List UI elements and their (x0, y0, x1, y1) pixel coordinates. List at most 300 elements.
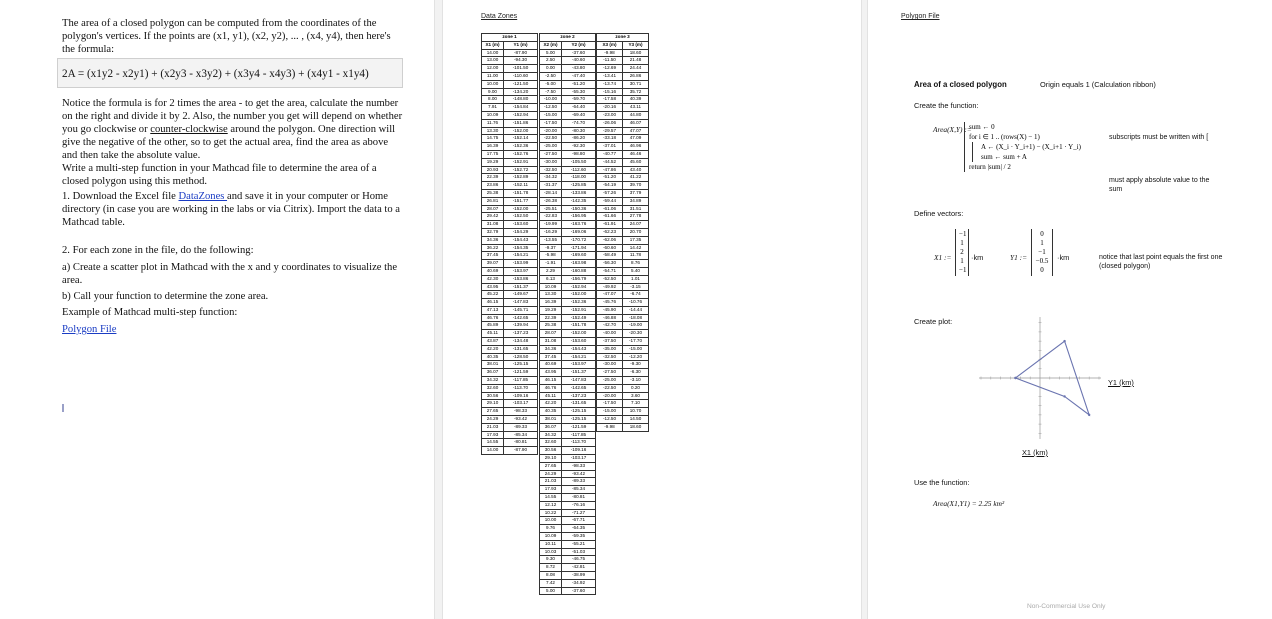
table-cell: -134.48 (504, 338, 538, 346)
table-cell: -45.90 (597, 306, 623, 314)
table-cell: -20.30 (623, 330, 649, 338)
table-cell: 8.00 (482, 96, 504, 104)
table-cell: 16.39 (540, 299, 562, 307)
x1-value: 1 (960, 239, 964, 247)
x2-col-header: X2 (m) (540, 41, 562, 49)
table-cell: 14.75 (482, 135, 504, 143)
table-row (597, 377, 649, 385)
table-cell: -148.80 (504, 96, 538, 104)
table-cell: -35.00 (597, 345, 623, 353)
table-row (482, 158, 538, 166)
table-row (540, 439, 596, 447)
table-cell: 43.11 (623, 104, 649, 112)
table-cell: -74.70 (562, 119, 596, 127)
table-cell: 10.03 (540, 548, 562, 556)
table-row (540, 494, 596, 502)
function-program-block[interactable] (964, 122, 1081, 172)
table-cell: -154.35 (504, 244, 538, 252)
table-cell: 32.79 (482, 228, 504, 236)
table-cell: 24.44 (623, 65, 649, 73)
create-function-label: Create the function: (914, 101, 979, 110)
table-cell: -6.74 (623, 291, 649, 299)
table-cell: -17.58 (597, 96, 623, 104)
table-cell: -69.40 (562, 111, 596, 119)
table-cell: 34.36 (540, 345, 562, 353)
step2-heading: 2. For each zone in the file, do the following: (62, 245, 254, 256)
table-row (540, 447, 596, 455)
table-row (540, 377, 596, 385)
table-cell: 18.60 (623, 423, 649, 431)
table-cell: -113.70 (562, 439, 596, 447)
table-row (597, 330, 649, 338)
table-cell: -29.57 (597, 127, 623, 135)
table-cell: -37.60 (562, 587, 596, 595)
table-cell: -125.85 (562, 182, 596, 190)
table-cell: -89.33 (504, 423, 538, 431)
table-cell: -152.49 (562, 314, 596, 322)
table-cell: -85.34 (562, 486, 596, 494)
y3-col-header: Y3 (m) (623, 41, 649, 49)
table-cell: -33.18 (597, 135, 623, 143)
table-row (597, 166, 649, 174)
table-cell: -171.94 (562, 244, 596, 252)
table-cell: -12.50 (597, 416, 623, 424)
table-cell: 26.86 (623, 72, 649, 80)
table-cell: 45.22 (482, 291, 504, 299)
table-cell: 47.13 (482, 306, 504, 314)
table-cell: -98.80 (562, 150, 596, 158)
table-row (597, 236, 649, 244)
table-cell: -110.60 (504, 72, 538, 80)
table-cell: -5.00 (540, 80, 562, 88)
y1-col-header: Y1 (m) (504, 41, 538, 49)
table-cell: -113.70 (504, 384, 538, 392)
table-cell: -12.20 (623, 353, 649, 361)
table-cell: -80.81 (562, 494, 596, 502)
table-cell: -117.85 (562, 431, 596, 439)
table-cell: 29.10 (482, 400, 504, 408)
table-cell: 8.76 (623, 260, 649, 268)
table-cell: 5.00 (540, 49, 562, 57)
table-row (597, 72, 649, 80)
table-cell: -151.37 (504, 283, 538, 291)
table-cell: 37.79 (623, 189, 649, 197)
table-cell: 34.36 (482, 236, 504, 244)
table-cell: -125.15 (504, 361, 538, 369)
table-cell: 10.09 (482, 111, 504, 119)
table-cell: -2.50 (540, 72, 562, 80)
prog-loop-body (972, 142, 1081, 162)
table-row (482, 322, 538, 330)
table-cell: -17.70 (623, 338, 649, 346)
table-row (482, 197, 538, 205)
table-cell: -13.74 (597, 80, 623, 88)
table-row (597, 369, 649, 377)
create-plot-label: Create plot: (914, 317, 953, 326)
table-cell: 13.30 (540, 291, 562, 299)
table-cell: -44.52 (597, 158, 623, 166)
define-vectors-label: Define vectors: (914, 209, 964, 218)
table-cell: -61.66 (597, 213, 623, 221)
table-row (597, 205, 649, 213)
table-row (482, 205, 538, 213)
table-row (540, 143, 596, 151)
table-row (540, 65, 596, 73)
table-cell: 7.10 (623, 400, 649, 408)
table-row (482, 447, 538, 455)
table-cell: -153.97 (562, 361, 596, 369)
table-cell: -22.50 (540, 135, 562, 143)
table-cell: -12.69 (597, 65, 623, 73)
area-result[interactable]: Area(X1,Y1) = 2.25 km² (933, 499, 1005, 508)
table-cell: -117.85 (504, 377, 538, 385)
table-row (540, 252, 596, 260)
prog-line-for: for i ∈ 1 .. (rows(X) − 1) (969, 133, 1040, 141)
table-cell: -38.99 (562, 571, 596, 579)
table-cell: -64.40 (562, 104, 596, 112)
table-cell: 14.55 (482, 439, 504, 447)
table-row (540, 462, 596, 470)
step1-instruction (62, 190, 404, 229)
y1-value: 1 (1040, 239, 1044, 247)
table-cell: -80.30 (562, 127, 596, 135)
text-cursor (62, 404, 64, 412)
table-cell: -3.10 (623, 377, 649, 385)
table-cell: -152.91 (504, 158, 538, 166)
table-cell: 42.20 (540, 400, 562, 408)
table-row (597, 384, 649, 392)
table-cell: -1.91 (540, 260, 562, 268)
table-row (597, 158, 649, 166)
table-cell: 10.11 (540, 540, 562, 548)
table-cell: -98.33 (562, 462, 596, 470)
plot-y-axis-label: Y1 (km) (1108, 378, 1134, 387)
table-cell: -9.37 (540, 244, 562, 252)
table-cell: 1.01 (623, 275, 649, 283)
table-row (540, 127, 596, 135)
table-row (540, 244, 596, 252)
table-row (540, 361, 596, 369)
polygon-vertex-point (1088, 414, 1090, 416)
table-cell: 28.07 (482, 205, 504, 213)
table-cell: -37.01 (597, 143, 623, 151)
table-row (482, 283, 538, 291)
table-row (540, 57, 596, 65)
table-cell: -93.42 (504, 416, 538, 424)
table-cell: -11.50 (597, 57, 623, 65)
table-cell: 27.65 (540, 462, 562, 470)
table-cell: -152.50 (504, 213, 538, 221)
table-row (540, 400, 596, 408)
watermark: Non-Commercial Use Only (1027, 603, 1106, 610)
table-row (540, 509, 596, 517)
table-cell: -5.98 (540, 252, 562, 260)
intro-paragraph: The area of a closed polygon can be computed from the coordinates of the polygon's vertices. If the points are (x1, y1), (x2, y2), ... , (x4, y4), then here's the formula: (62, 18, 391, 55)
table-cell: 42.30 (482, 275, 504, 283)
table-cell: -40.77 (597, 150, 623, 158)
table-cell: -151.77 (504, 197, 538, 205)
y1-vector[interactable] (1031, 229, 1053, 276)
table-cell: 21.03 (540, 478, 562, 486)
table-cell: -15.16 (597, 88, 623, 96)
table-cell: -153.60 (562, 338, 596, 346)
table-cell: 0.20 (623, 384, 649, 392)
table-row (597, 306, 649, 314)
x1-vector[interactable] (955, 229, 969, 276)
table-row (482, 166, 538, 174)
table-row (540, 197, 596, 205)
table-row (540, 96, 596, 104)
area-function-definition[interactable]: Area(X,Y) := (933, 125, 972, 134)
table-row (597, 57, 649, 65)
table-cell: 10.00 (482, 80, 504, 88)
table-cell: -9.98 (597, 49, 623, 57)
table-row (597, 119, 649, 127)
table-cell: -55.30 (562, 88, 596, 96)
table-row (540, 80, 596, 88)
table-row (597, 299, 649, 307)
table-row (482, 65, 538, 73)
table-cell: -151.78 (504, 189, 538, 197)
table-row (482, 353, 538, 361)
table-row (597, 275, 649, 283)
x1-value: −1 (959, 266, 967, 274)
polygon-plot[interactable] (975, 313, 1105, 443)
table-row (597, 189, 649, 197)
table-row (540, 150, 596, 158)
table-cell: -7.50 (540, 88, 562, 96)
table-cell: -154.21 (562, 353, 596, 361)
zone2-table (539, 33, 596, 595)
table-cell: -25.00 (540, 143, 562, 151)
table-cell: -153.86 (504, 275, 538, 283)
table-row (540, 260, 596, 268)
table-cell: 39.70 (623, 182, 649, 190)
table-cell: -131.65 (504, 345, 538, 353)
x1-value: 2 (960, 248, 964, 256)
table-row (597, 416, 649, 424)
table-row (482, 135, 538, 143)
table-cell: -139.94 (504, 322, 538, 330)
table-row (482, 275, 538, 283)
table-cell: 47.09 (623, 135, 649, 143)
table-cell: -137.23 (504, 330, 538, 338)
datazones-link[interactable]: DataZones (178, 191, 228, 202)
table-cell: -152.00 (504, 127, 538, 135)
notice-text-end: around the polygon. One direction will give the negative of the other, so to get the actual area, find the area as above and then take the absolute value. (62, 124, 396, 161)
table-row (540, 221, 596, 229)
table-row (597, 111, 649, 119)
zone3-header: zone 3 (597, 34, 649, 42)
table-cell: 0.00 (540, 65, 562, 73)
x1-unit: ·km (971, 253, 984, 262)
table-cell: 16.39 (482, 143, 504, 151)
table-row (540, 533, 596, 541)
table-cell: -89.33 (562, 478, 596, 486)
table-cell: 9.76 (540, 525, 562, 533)
table-cell: -160.88 (562, 267, 596, 275)
table-cell: -49.92 (597, 283, 623, 291)
table-cell: -98.33 (504, 408, 538, 416)
table-cell: -17.50 (540, 119, 562, 127)
x3-col-header: X3 (m) (597, 41, 623, 49)
table-cell: 31.08 (540, 338, 562, 346)
table-cell: 11.00 (482, 72, 504, 80)
table-cell: 31.08 (482, 221, 504, 229)
table-row (482, 119, 538, 127)
table-cell: 21.03 (482, 423, 504, 431)
table-row (597, 213, 649, 221)
table-row (597, 143, 649, 151)
table-row (540, 571, 596, 579)
table-cell: -60.60 (597, 244, 623, 252)
table-cell: -112.60 (562, 166, 596, 174)
table-cell: 17.93 (482, 431, 504, 439)
table-cell: -47.86 (597, 166, 623, 174)
table-row (540, 455, 596, 463)
table-cell: 40.35 (482, 353, 504, 361)
counter-clockwise-link[interactable]: counter-clockwise (150, 124, 228, 135)
table-row (597, 423, 649, 431)
table-row (540, 416, 596, 424)
data-zones-page (443, 0, 861, 619)
table-cell: -152.89 (504, 174, 538, 182)
table-cell: -154.84 (504, 104, 538, 112)
table-cell: -169.06 (562, 228, 596, 236)
table-row (597, 228, 649, 236)
table-cell: -153.97 (504, 267, 538, 275)
x1-value: −1 (959, 230, 967, 238)
table-cell: -61.91 (597, 221, 623, 229)
table-cell: -133.86 (562, 189, 596, 197)
table-row (482, 182, 538, 190)
table-row (540, 330, 596, 338)
table-cell: -152.00 (504, 205, 538, 213)
table-row (540, 556, 596, 564)
table-cell: -109.16 (562, 447, 596, 455)
table-cell: 13.00 (482, 57, 504, 65)
table-row (482, 431, 538, 439)
x1-value: 1 (960, 257, 964, 265)
table-cell: 32.60 (540, 439, 562, 447)
table-row (482, 189, 538, 197)
table-row (540, 228, 596, 236)
table-cell: -118.00 (562, 174, 596, 182)
table-cell: 46.76 (482, 314, 504, 322)
table-cell: -103.17 (562, 455, 596, 463)
table-cell: -19.00 (623, 322, 649, 330)
table-cell: 3.60 (623, 392, 649, 400)
table-row (540, 158, 596, 166)
table-cell: -51.03 (562, 548, 596, 556)
table-row (597, 96, 649, 104)
table-cell: 7.91 (482, 104, 504, 112)
table-cell: 40.39 (623, 96, 649, 104)
table-cell: 42.20 (482, 345, 504, 353)
table-cell: 12.00 (482, 65, 504, 73)
table-cell: 34.32 (482, 377, 504, 385)
table-cell: -54.71 (597, 267, 623, 275)
table-row (597, 104, 649, 112)
step1-text: 1. Download the Excel file (62, 191, 179, 202)
table-row (597, 197, 649, 205)
table-cell: 40.69 (482, 267, 504, 275)
table-row (540, 486, 596, 494)
table-row (482, 338, 538, 346)
table-cell: -14.44 (623, 306, 649, 314)
table-row (597, 338, 649, 346)
table-cell: 19.29 (482, 158, 504, 166)
table-cell: -163.98 (562, 260, 596, 268)
table-cell: 9.30 (540, 556, 562, 564)
polygon-file-link[interactable]: Polygon File (62, 324, 117, 335)
table-cell: 14.00 (482, 447, 504, 455)
table-row (597, 392, 649, 400)
table-cell: 40.69 (540, 361, 562, 369)
table-row (597, 345, 649, 353)
table-cell: -154.43 (562, 345, 596, 353)
table-cell: -152.11 (504, 182, 538, 190)
table-cell: -17.50 (597, 400, 623, 408)
table-cell: -151.78 (562, 322, 596, 330)
table-cell: 5.40 (623, 267, 649, 275)
table-row (597, 88, 649, 96)
table-row (482, 104, 538, 112)
table-cell: -128.50 (504, 353, 538, 361)
table-cell: 20.70 (623, 228, 649, 236)
table-cell: -27.50 (597, 369, 623, 377)
table-cell: 24.29 (540, 470, 562, 478)
prog-line-area-term: A ← (X_i · Y_i+1) − (X_i+1 · Y_i) (981, 143, 1081, 151)
table-cell: -121.50 (504, 80, 538, 88)
table-cell: 36.07 (482, 369, 504, 377)
table-row (540, 408, 596, 416)
table-cell: 18.60 (623, 49, 649, 57)
table-cell: -40.60 (562, 57, 596, 65)
table-row (482, 384, 538, 392)
table-cell: -85.34 (504, 431, 538, 439)
y1-value: −0.5 (1035, 257, 1049, 265)
origin-note: Origin equals 1 (Calculation ribbon) (1040, 80, 1156, 89)
step2b-instruction: b) Call your function to determine the zone area. (62, 291, 269, 302)
table-cell: -87.90 (504, 447, 538, 455)
table-row (540, 431, 596, 439)
table-cell: 22.39 (540, 314, 562, 322)
table-row (482, 88, 538, 96)
table-cell: -93.42 (562, 470, 596, 478)
table-row (482, 127, 538, 135)
table-row (597, 127, 649, 135)
table-cell: -46.88 (597, 314, 623, 322)
table-cell: -152.14 (504, 135, 538, 143)
table-cell: -47.07 (597, 291, 623, 299)
area-formula: 2A = (x1y2 - x2y1) + (x2y3 - x3y2) + (x3y4 - x4y3) + (x4y1 - x1y4) (57, 58, 403, 88)
table-cell: -22.83 (540, 213, 562, 221)
table-cell: -152.91 (562, 306, 596, 314)
table-cell: -154.43 (504, 236, 538, 244)
table-row (482, 244, 538, 252)
zone1-table (481, 33, 538, 455)
table-cell: 7.42 (540, 579, 562, 587)
table-cell: 10.70 (623, 408, 649, 416)
table-row (597, 252, 649, 260)
table-cell: 22.39 (482, 174, 504, 182)
table-cell: 43.87 (482, 338, 504, 346)
table-row (482, 252, 538, 260)
table-cell: -45.76 (597, 299, 623, 307)
table-row (540, 478, 596, 486)
table-cell: -62.23 (597, 228, 623, 236)
